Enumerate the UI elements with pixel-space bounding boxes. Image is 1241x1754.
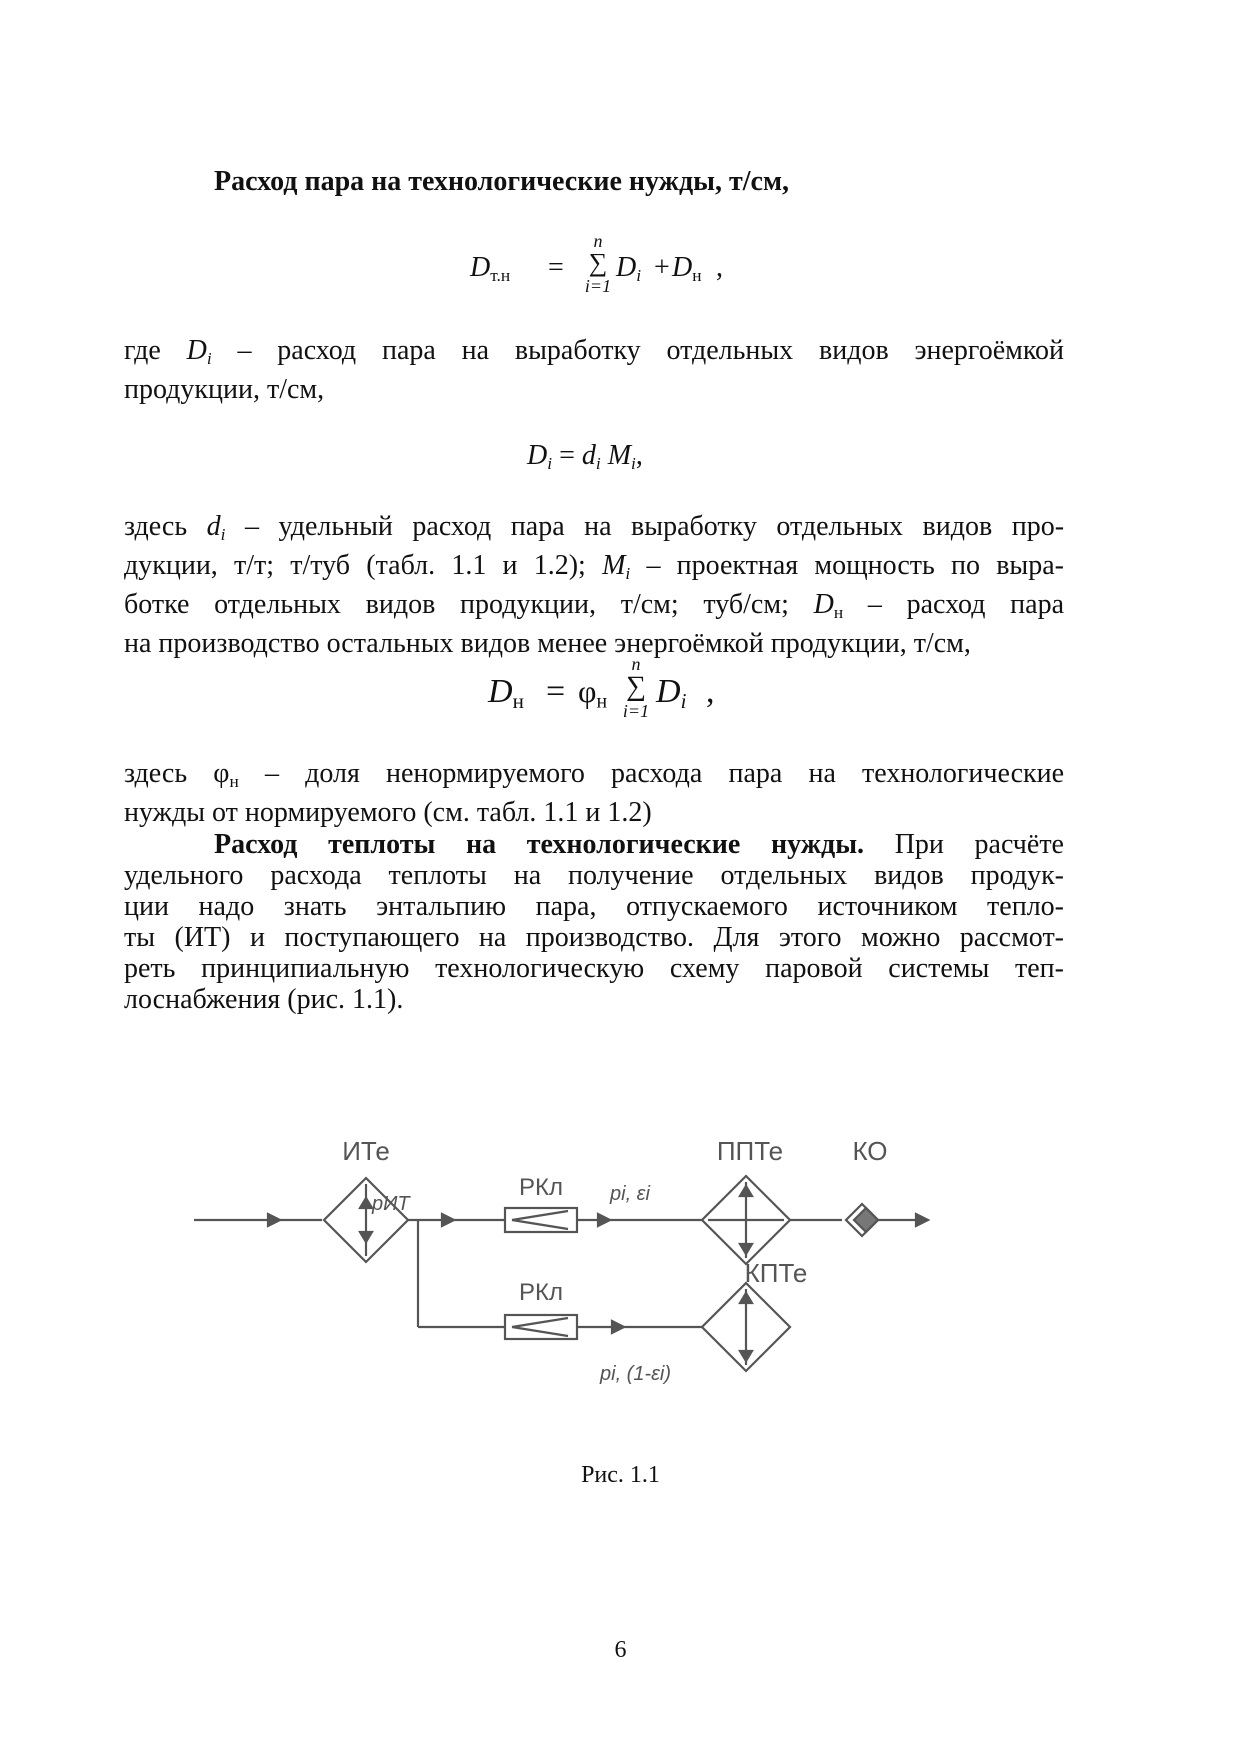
arrow-top-branch bbox=[598, 1214, 610, 1226]
formula1-term2: $D_н$ bbox=[672, 252, 702, 285]
page-number: 6 bbox=[614, 1637, 627, 1663]
label-kpte: КПТе bbox=[744, 1258, 808, 1288]
formula3-sum: n ∑ i=1 bbox=[622, 654, 650, 721]
ite-diamond bbox=[324, 1178, 408, 1262]
arrow-output bbox=[916, 1214, 928, 1226]
arrow-pit bbox=[442, 1214, 454, 1226]
formula1-sum: n ∑ i=1 bbox=[584, 231, 612, 296]
label-pi-one-minus-eps: pi, (1-εi) bbox=[600, 1363, 672, 1385]
steam-system-diagram bbox=[180, 1100, 980, 1430]
rkl-top-valve bbox=[505, 1208, 577, 1232]
formula1-eq: = bbox=[548, 252, 564, 283]
arrow-bottom-branch bbox=[612, 1321, 624, 1333]
label-pit: pИТ bbox=[372, 1193, 410, 1215]
formula3-comma: , bbox=[706, 673, 715, 710]
rkl-bottom-valve bbox=[505, 1315, 577, 1339]
formula-steam-total bbox=[470, 232, 730, 312]
formula3-lhs: $D_н$ bbox=[488, 673, 524, 713]
formula3-eq: = bbox=[546, 673, 566, 710]
heat-heading: Расход теплоты на технологические нужды. bbox=[214, 829, 865, 860]
paragraph-specific-consumption: здесь $d_i$ – удельный расход пара на выработку отдельных видов про- дукции, т/т; т/туб (табл. 1.1 и 1.2); $M_i$ – проектная мощность по выра- ботке отдельных видов продукции, т/см; туб/см; $D_н$ – расход пара на производство остальных видов менее энергоёмкой продукции, т/см, bbox=[124, 511, 1065, 659]
formula-dn bbox=[488, 655, 728, 735]
paragraph-phi-definition: здесь $\varphi_н$ – доля ненормируемого расхода пара на технологические нужды от нормируемого (см. табл. 1.1 и 1.2) bbox=[124, 758, 1065, 828]
label-ppte: ППТе bbox=[716, 1136, 784, 1166]
label-ko: КО bbox=[852, 1136, 888, 1166]
formula1-comma: , bbox=[716, 252, 723, 283]
formula1-term1: $D_i$ bbox=[616, 252, 642, 285]
figure-caption: Рис. 1.1 bbox=[581, 1462, 660, 1488]
label-ite: ИТе bbox=[342, 1136, 390, 1166]
arrow-input bbox=[268, 1214, 280, 1226]
paragraph-heat-consumption: Расход теплоты на технологические нужды. При расчёте удельного расхода теплоты на получение отдельных видов продук- ции надо знать энтальпию пара, отпускаемого источником тепло- ты (ИТ) и поступающего на производство. Для этого можно рассмот- реть принципиальную технологическую схему паровой системы теп- лоснабжения (рис. 1.1). bbox=[124, 829, 1064, 1015]
formula-di: $D_i = d_i$ $M_i$, bbox=[527, 440, 643, 473]
section-heading-steam: Расход пара на технологические нужды, т/см, bbox=[214, 166, 790, 197]
formula3-term: $D_i$ bbox=[656, 673, 687, 713]
label-rkl-top: РКл bbox=[519, 1174, 563, 1201]
label-pi-eps: pi, εi bbox=[610, 1183, 650, 1205]
formula1-plus: + bbox=[654, 252, 670, 283]
ko-element bbox=[846, 1204, 878, 1236]
ppte-diamond bbox=[702, 1176, 790, 1264]
paragraph-di-definition: где $D_i$ – расход пара на выработку отдельных видов энергоёмкой продукции, т/см, bbox=[124, 335, 1065, 405]
formula1-lhs: $D_{т.н}$ bbox=[470, 252, 511, 285]
formula3-phi: $\varphi_н$ bbox=[578, 673, 608, 713]
label-rkl-bottom: РКл bbox=[519, 1279, 563, 1306]
kpte-diamond bbox=[702, 1283, 790, 1371]
